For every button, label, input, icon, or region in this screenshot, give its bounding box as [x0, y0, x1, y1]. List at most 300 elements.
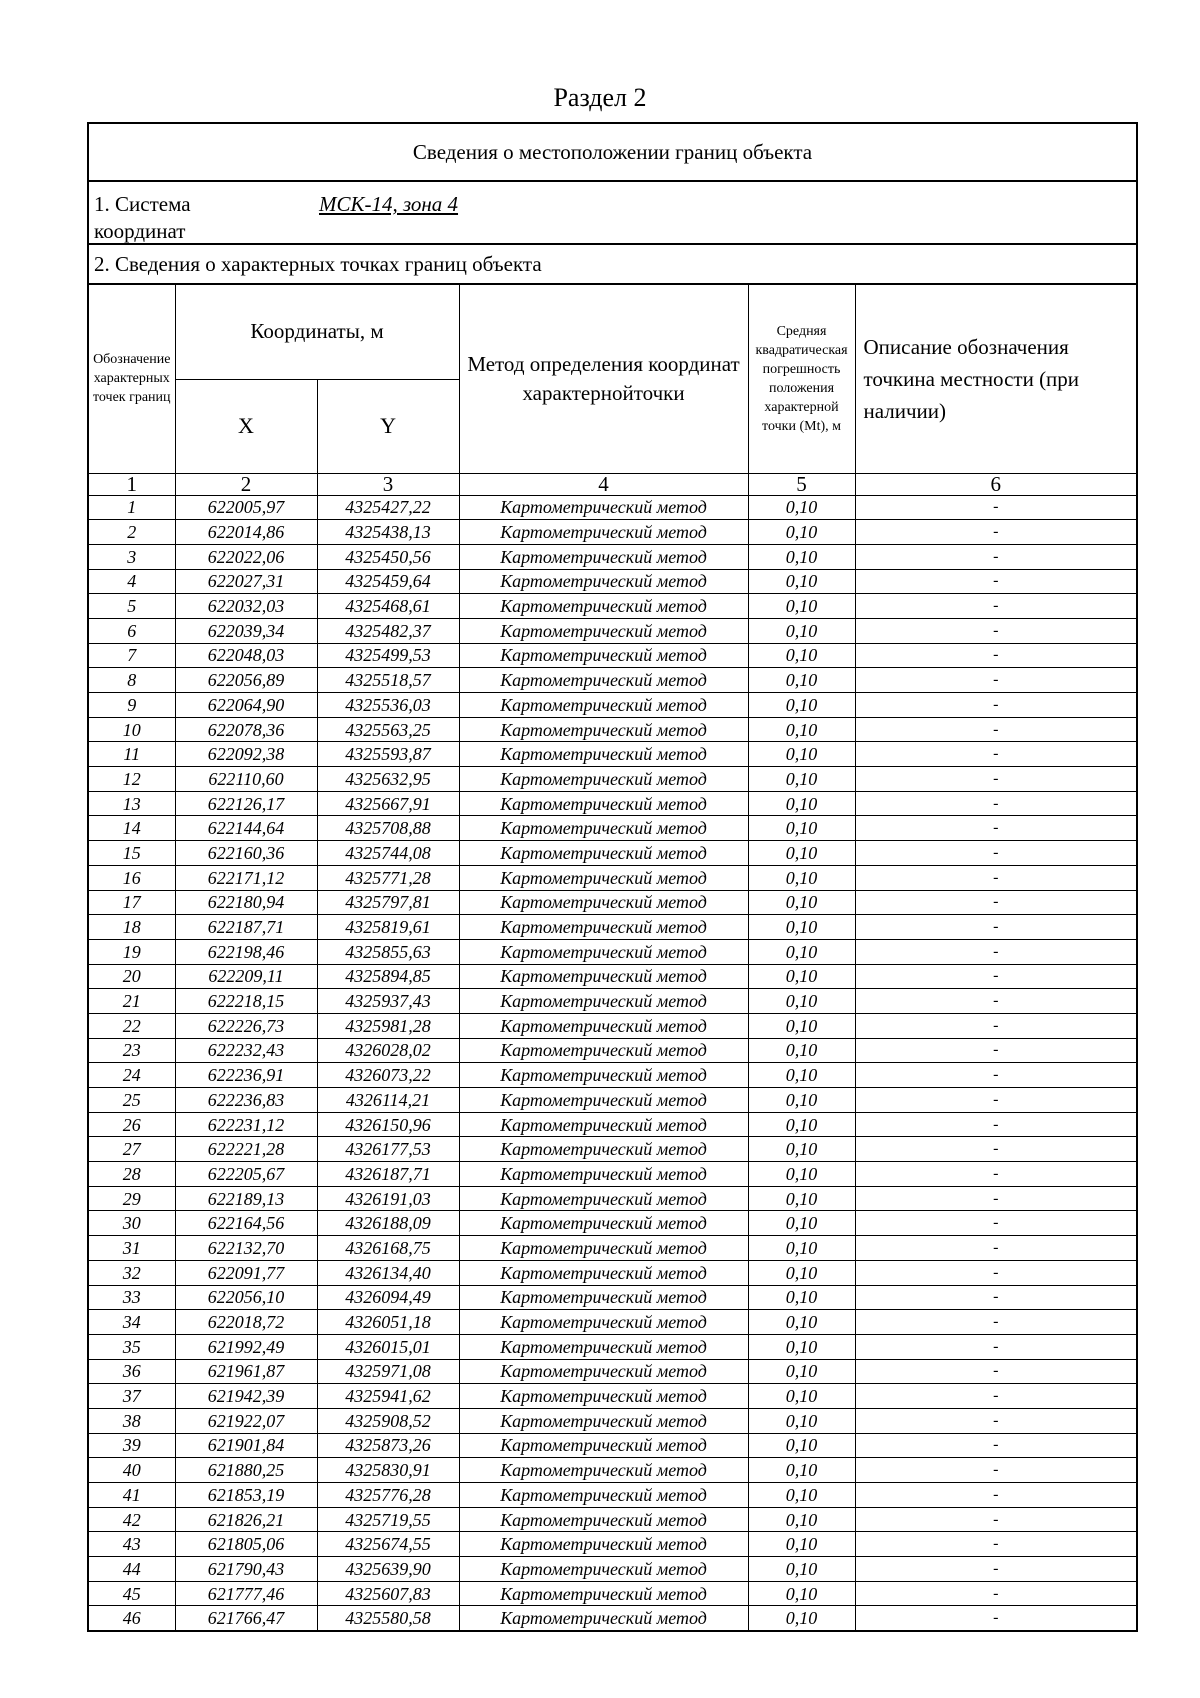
point-number: 27 [89, 1137, 175, 1162]
error-cell: 0,10 [748, 791, 855, 816]
error-cell: 0,10 [748, 1088, 855, 1113]
description-cell: - [855, 1557, 1136, 1582]
table-row [89, 791, 1136, 816]
description-cell: - [855, 1013, 1136, 1038]
method-cell: Картометрический метод [459, 939, 748, 964]
col-header-description: Описание обозначения точкина местности (при наличии) [855, 285, 1136, 473]
coord-x: 622221,28 [175, 1137, 317, 1162]
description-cell: - [855, 1112, 1136, 1137]
table-row [89, 742, 1136, 767]
column-number: 6 [855, 473, 1136, 495]
section-title: Раздел 2 [553, 83, 647, 112]
error-cell: 0,10 [748, 1532, 855, 1557]
table-row [89, 1063, 1136, 1088]
method-cell: Картометрический метод [459, 668, 748, 693]
coord-x: 622218,15 [175, 989, 317, 1014]
coord-y: 4325518,57 [317, 668, 459, 693]
table-row [89, 717, 1136, 742]
coord-y: 4325607,83 [317, 1581, 459, 1606]
method-cell: Картометрический метод [459, 594, 748, 619]
method-cell: Картометрический метод [459, 569, 748, 594]
error-cell: 0,10 [748, 1137, 855, 1162]
table-row [89, 1088, 1136, 1113]
table-row [89, 989, 1136, 1014]
table-row [89, 1013, 1136, 1038]
error-cell: 0,10 [748, 816, 855, 841]
coord-y: 4325819,61 [317, 915, 459, 940]
description-cell: - [855, 1260, 1136, 1285]
coord-y: 4325855,63 [317, 939, 459, 964]
error-cell: 0,10 [748, 1557, 855, 1582]
table-row [89, 668, 1136, 693]
error-cell: 0,10 [748, 1384, 855, 1409]
error-cell: 0,10 [748, 989, 855, 1014]
table-row [89, 1532, 1136, 1557]
method-cell: Картометрический метод [459, 717, 748, 742]
description-cell: - [855, 1507, 1136, 1532]
coord-x: 622144,64 [175, 816, 317, 841]
table-row [89, 569, 1136, 594]
method-cell: Картометрический метод [459, 1013, 748, 1038]
coord-y: 4326177,53 [317, 1137, 459, 1162]
coord-y: 4325941,62 [317, 1384, 459, 1409]
coord-x: 622064,90 [175, 693, 317, 718]
method-cell: Картометрический метод [459, 643, 748, 668]
error-cell: 0,10 [748, 717, 855, 742]
coord-y: 4325563,25 [317, 717, 459, 742]
description-cell: - [855, 1359, 1136, 1384]
table-row [89, 767, 1136, 792]
error-cell: 0,10 [748, 1581, 855, 1606]
method-cell: Картометрический метод [459, 1112, 748, 1137]
table-row [89, 865, 1136, 890]
description-cell: - [855, 520, 1136, 545]
error-cell: 0,10 [748, 1211, 855, 1236]
point-number: 24 [89, 1063, 175, 1088]
error-cell: 0,10 [748, 939, 855, 964]
coord-x: 622092,38 [175, 742, 317, 767]
coord-y: 4325937,43 [317, 989, 459, 1014]
coord-y: 4325771,28 [317, 865, 459, 890]
point-number: 42 [89, 1507, 175, 1532]
table-row [89, 1186, 1136, 1211]
description-cell: - [855, 618, 1136, 643]
col-header-x: X [175, 379, 317, 473]
coord-y: 4325830,91 [317, 1458, 459, 1483]
table-row [89, 1112, 1136, 1137]
table-row [89, 939, 1136, 964]
col-header-designation: Обозначение характерных точек границ [89, 285, 175, 473]
point-number: 3 [89, 544, 175, 569]
method-cell: Картометрический метод [459, 1162, 748, 1187]
column-number: 3 [317, 473, 459, 495]
coord-y: 4326051,18 [317, 1310, 459, 1335]
error-cell: 0,10 [748, 865, 855, 890]
point-number: 19 [89, 939, 175, 964]
table-row [89, 1384, 1136, 1409]
table-row [89, 544, 1136, 569]
coord-x: 622160,36 [175, 841, 317, 866]
description-cell: - [855, 890, 1136, 915]
error-cell: 0,10 [748, 1507, 855, 1532]
table-row [89, 1483, 1136, 1508]
description-cell: - [855, 495, 1136, 520]
coord-y: 4326114,21 [317, 1088, 459, 1113]
coord-y: 4325499,53 [317, 643, 459, 668]
coord-y: 4325450,56 [317, 544, 459, 569]
error-cell: 0,10 [748, 915, 855, 940]
coord-system-row [89, 182, 1136, 245]
description-cell: - [855, 1285, 1136, 1310]
coord-x: 622236,91 [175, 1063, 317, 1088]
method-cell: Картометрический метод [459, 1088, 748, 1113]
point-number: 41 [89, 1483, 175, 1508]
description-cell: - [855, 544, 1136, 569]
error-cell: 0,10 [748, 1236, 855, 1261]
point-number: 40 [89, 1458, 175, 1483]
method-cell: Картометрический метод [459, 1038, 748, 1063]
error-cell: 0,10 [748, 1433, 855, 1458]
column-number: 5 [748, 473, 855, 495]
table-row [89, 1260, 1136, 1285]
error-cell: 0,10 [748, 1458, 855, 1483]
point-number: 26 [89, 1112, 175, 1137]
method-cell: Картометрический метод [459, 1186, 748, 1211]
coord-x: 622014,86 [175, 520, 317, 545]
method-cell: Картометрический метод [459, 1211, 748, 1236]
error-cell: 0,10 [748, 668, 855, 693]
coord-y: 4325908,52 [317, 1408, 459, 1433]
error-cell: 0,10 [748, 1285, 855, 1310]
method-cell: Картометрический метод [459, 1483, 748, 1508]
coord-x: 622048,03 [175, 643, 317, 668]
description-cell: - [855, 1384, 1136, 1409]
point-number: 8 [89, 668, 175, 693]
method-cell: Картометрический метод [459, 890, 748, 915]
method-cell: Картометрический метод [459, 1606, 748, 1630]
description-cell: - [855, 1088, 1136, 1113]
table-row [89, 1359, 1136, 1384]
table-row [89, 890, 1136, 915]
table-row [89, 1433, 1136, 1458]
coord-y: 4325536,03 [317, 693, 459, 718]
coord-x: 621805,06 [175, 1532, 317, 1557]
coord-x: 622205,67 [175, 1162, 317, 1187]
description-cell: - [855, 717, 1136, 742]
error-cell: 0,10 [748, 520, 855, 545]
method-cell: Картометрический метод [459, 865, 748, 890]
method-cell: Картометрический метод [459, 1532, 748, 1557]
coord-x: 622231,12 [175, 1112, 317, 1137]
coord-y: 4325708,88 [317, 816, 459, 841]
method-cell: Картометрический метод [459, 1236, 748, 1261]
point-number: 22 [89, 1013, 175, 1038]
point-number: 15 [89, 841, 175, 866]
coord-x: 621880,25 [175, 1458, 317, 1483]
method-cell: Картометрический метод [459, 1137, 748, 1162]
method-cell: Картометрический метод [459, 618, 748, 643]
col-header-y: Y [317, 379, 459, 473]
error-cell: 0,10 [748, 569, 855, 594]
coord-x: 622180,94 [175, 890, 317, 915]
table-row [89, 1310, 1136, 1335]
coord-x: 622198,46 [175, 939, 317, 964]
error-cell: 0,10 [748, 1162, 855, 1187]
point-number: 35 [89, 1334, 175, 1359]
coord-y: 4325459,64 [317, 569, 459, 594]
method-cell: Картометрический метод [459, 989, 748, 1014]
table-row [89, 495, 1136, 520]
points-title: 2. Сведения о характерных точках границ объекта [89, 245, 1136, 285]
error-cell: 0,10 [748, 594, 855, 619]
point-number: 20 [89, 964, 175, 989]
coord-y: 4325674,55 [317, 1532, 459, 1557]
point-number: 1 [89, 495, 175, 520]
table-row [89, 1458, 1136, 1483]
point-number: 18 [89, 915, 175, 940]
coord-x: 622171,12 [175, 865, 317, 890]
method-cell: Картометрический метод [459, 915, 748, 940]
error-cell: 0,10 [748, 618, 855, 643]
error-cell: 0,10 [748, 1013, 855, 1038]
point-number: 23 [89, 1038, 175, 1063]
coord-x: 622078,36 [175, 717, 317, 742]
points-table [89, 285, 1136, 1630]
description-cell: - [855, 742, 1136, 767]
method-cell: Картометрический метод [459, 693, 748, 718]
error-cell: 0,10 [748, 841, 855, 866]
method-cell: Картометрический метод [459, 767, 748, 792]
description-cell: - [855, 1433, 1136, 1458]
point-number: 25 [89, 1088, 175, 1113]
error-cell: 0,10 [748, 964, 855, 989]
description-cell: - [855, 865, 1136, 890]
table-row [89, 1236, 1136, 1261]
table-header-title: Сведения о местоположении границ объекта [89, 124, 1136, 182]
coord-y: 4325719,55 [317, 1507, 459, 1532]
point-number: 38 [89, 1408, 175, 1433]
point-number: 44 [89, 1557, 175, 1582]
coord-y: 4326073,22 [317, 1063, 459, 1088]
coord-y: 4325593,87 [317, 742, 459, 767]
description-cell: - [855, 989, 1136, 1014]
coord-x: 622027,31 [175, 569, 317, 594]
point-number: 6 [89, 618, 175, 643]
method-cell: Картометрический метод [459, 791, 748, 816]
coord-x: 622022,06 [175, 544, 317, 569]
coord-x: 622005,97 [175, 495, 317, 520]
description-cell: - [855, 915, 1136, 940]
error-cell: 0,10 [748, 1310, 855, 1335]
coord-x: 621961,87 [175, 1359, 317, 1384]
description-cell: - [855, 939, 1136, 964]
point-number: 39 [89, 1433, 175, 1458]
method-cell: Картометрический метод [459, 816, 748, 841]
description-cell: - [855, 1186, 1136, 1211]
table-row [89, 594, 1136, 619]
table-row [89, 520, 1136, 545]
method-cell: Картометрический метод [459, 495, 748, 520]
description-cell: - [855, 1211, 1136, 1236]
coord-y: 4325894,85 [317, 964, 459, 989]
boundary-table [87, 122, 1138, 1632]
coord-y: 4325632,95 [317, 767, 459, 792]
method-cell: Картометрический метод [459, 1285, 748, 1310]
description-cell: - [855, 1483, 1136, 1508]
col-header-coordinates: Координаты, м [175, 285, 459, 379]
point-number: 43 [89, 1532, 175, 1557]
point-number: 36 [89, 1359, 175, 1384]
method-cell: Картометрический метод [459, 1458, 748, 1483]
error-cell: 0,10 [748, 643, 855, 668]
coord-x: 622164,56 [175, 1211, 317, 1236]
coord-y: 4325667,91 [317, 791, 459, 816]
error-cell: 0,10 [748, 1408, 855, 1433]
coord-y: 4325873,26 [317, 1433, 459, 1458]
point-number: 16 [89, 865, 175, 890]
method-cell: Картометрический метод [459, 1557, 748, 1582]
method-cell: Картометрический метод [459, 841, 748, 866]
column-number: 2 [175, 473, 317, 495]
description-cell: - [855, 1532, 1136, 1557]
method-cell: Картометрический метод [459, 1581, 748, 1606]
coord-x: 622209,11 [175, 964, 317, 989]
point-number: 31 [89, 1236, 175, 1261]
coord-y: 4326191,03 [317, 1186, 459, 1211]
error-cell: 0,10 [748, 767, 855, 792]
error-cell: 0,10 [748, 693, 855, 718]
method-cell: Картометрический метод [459, 1334, 748, 1359]
description-cell: - [855, 1236, 1136, 1261]
point-number: 14 [89, 816, 175, 841]
table-row [89, 841, 1136, 866]
description-cell: - [855, 1606, 1136, 1630]
coord-x: 621942,39 [175, 1384, 317, 1409]
point-number: 12 [89, 767, 175, 792]
coord-x: 622039,34 [175, 618, 317, 643]
point-number: 10 [89, 717, 175, 742]
point-number: 33 [89, 1285, 175, 1310]
coord-x: 622236,83 [175, 1088, 317, 1113]
coord-x: 622056,10 [175, 1285, 317, 1310]
description-cell: - [855, 1063, 1136, 1088]
description-cell: - [855, 1408, 1136, 1433]
table-row [89, 1581, 1136, 1606]
column-number: 1 [89, 473, 175, 495]
point-number: 34 [89, 1310, 175, 1335]
coord-y: 4325427,22 [317, 495, 459, 520]
error-cell: 0,10 [748, 1260, 855, 1285]
description-cell: - [855, 1162, 1136, 1187]
method-cell: Картометрический метод [459, 1384, 748, 1409]
description-cell: - [855, 643, 1136, 668]
coord-x: 622110,60 [175, 767, 317, 792]
method-cell: Картометрический метод [459, 1408, 748, 1433]
point-number: 4 [89, 569, 175, 594]
col-header-method: Метод определения координат характернойточки [459, 285, 748, 473]
description-cell: - [855, 841, 1136, 866]
column-numbers-row [89, 473, 1136, 495]
description-cell: - [855, 1334, 1136, 1359]
description-cell: - [855, 569, 1136, 594]
coord-x: 622132,70 [175, 1236, 317, 1261]
error-cell: 0,10 [748, 1038, 855, 1063]
coord-x: 622056,89 [175, 668, 317, 693]
table-row [89, 1162, 1136, 1187]
coord-y: 4326168,75 [317, 1236, 459, 1261]
point-number: 2 [89, 520, 175, 545]
error-cell: 0,10 [748, 1112, 855, 1137]
table-row [89, 618, 1136, 643]
method-cell: Картометрический метод [459, 1507, 748, 1532]
coord-x: 622189,13 [175, 1186, 317, 1211]
coord-y: 4325776,28 [317, 1483, 459, 1508]
coord-y: 4325438,13 [317, 520, 459, 545]
coord-y: 4325639,90 [317, 1557, 459, 1582]
table-row [89, 693, 1136, 718]
error-cell: 0,10 [748, 742, 855, 767]
point-number: 30 [89, 1211, 175, 1236]
coord-y: 4325744,08 [317, 841, 459, 866]
point-number: 7 [89, 643, 175, 668]
table-row [89, 1557, 1136, 1582]
point-number: 11 [89, 742, 175, 767]
coord-y: 4326150,96 [317, 1112, 459, 1137]
description-cell: - [855, 668, 1136, 693]
method-cell: Картометрический метод [459, 1260, 748, 1285]
error-cell: 0,10 [748, 1359, 855, 1384]
error-cell: 0,10 [748, 1063, 855, 1088]
coord-x: 622187,71 [175, 915, 317, 940]
coord-y: 4325482,37 [317, 618, 459, 643]
description-cell: - [855, 964, 1136, 989]
point-number: 5 [89, 594, 175, 619]
method-cell: Картометрический метод [459, 520, 748, 545]
method-cell: Картометрический метод [459, 1310, 748, 1335]
error-cell: 0,10 [748, 495, 855, 520]
coord-x: 621777,46 [175, 1581, 317, 1606]
table-row [89, 1606, 1136, 1630]
coord-x: 621790,43 [175, 1557, 317, 1582]
coord-y: 4325797,81 [317, 890, 459, 915]
error-cell: 0,10 [748, 1483, 855, 1508]
table-row [89, 964, 1136, 989]
method-cell: Картометрический метод [459, 1063, 748, 1088]
coord-x: 621826,21 [175, 1507, 317, 1532]
description-cell: - [855, 1458, 1136, 1483]
description-cell: - [855, 1310, 1136, 1335]
coord-system-label: 1. Система координат [94, 192, 191, 243]
coord-x: 622032,03 [175, 594, 317, 619]
table-row [89, 1507, 1136, 1532]
coord-y: 4325971,08 [317, 1359, 459, 1384]
table-row [89, 915, 1136, 940]
coord-x: 622126,17 [175, 791, 317, 816]
coord-y: 4325981,28 [317, 1013, 459, 1038]
coord-x: 621992,49 [175, 1334, 317, 1359]
method-cell: Картометрический метод [459, 544, 748, 569]
point-number: 45 [89, 1581, 175, 1606]
column-number: 4 [459, 473, 748, 495]
coord-y: 4326134,40 [317, 1260, 459, 1285]
coord-x: 622226,73 [175, 1013, 317, 1038]
table-row [89, 1408, 1136, 1433]
point-number: 28 [89, 1162, 175, 1187]
table-row [89, 816, 1136, 841]
col-header-error: Средняя квадратическая погрешность положения характерной точки (Mt), м [748, 285, 855, 473]
coord-x: 622091,77 [175, 1260, 317, 1285]
description-cell: - [855, 1038, 1136, 1063]
